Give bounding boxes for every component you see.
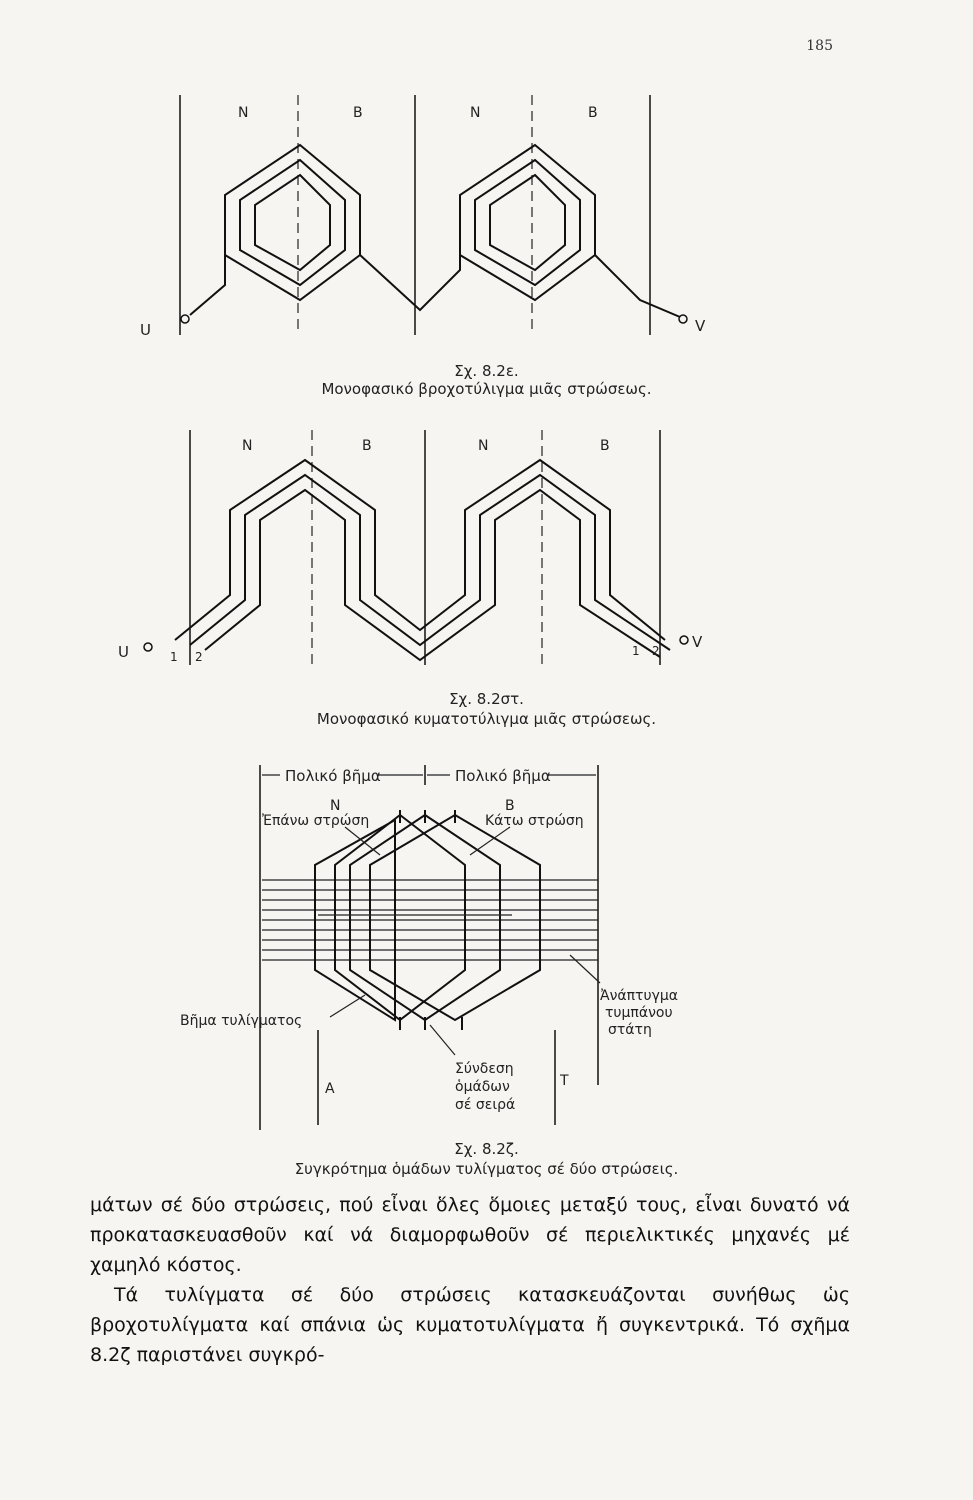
terminal-v: V	[695, 317, 706, 335]
pole-label-n2: N	[470, 105, 481, 121]
pole-label-b2: B	[588, 105, 598, 121]
right-number-2: 2	[652, 644, 660, 658]
terminal-u: U	[140, 321, 151, 339]
right-number-1: 1	[632, 644, 640, 658]
pole-b: B	[505, 798, 515, 814]
stator-slots	[262, 880, 598, 960]
figure-st-caption: Μονοφασικό κυματοτύλιγμα μιᾶς στρώσεως.	[316, 710, 657, 728]
label-t: T	[560, 1073, 569, 1089]
pole-n: N	[330, 798, 341, 814]
left-number-2: 2	[195, 650, 203, 664]
developed-stator-2: τυμπάνου	[605, 1005, 673, 1021]
figure-z-id: Σχ. 8.2ζ.	[454, 1140, 519, 1158]
figure-e-caption: Μονοφασικό βροχοτύλιγμα μιᾶς στρώσεως.	[321, 380, 652, 398]
left-number-1: 1	[170, 650, 178, 664]
figure-two-layer-group	[0, 755, 973, 1140]
series-connection-1: Σύνδεση	[455, 1061, 514, 1077]
pole-label-b2: B	[600, 438, 610, 454]
series-connection-2: ὁμάδων	[455, 1079, 510, 1095]
wave-conductors	[175, 460, 670, 660]
winding-pitch-label: Βῆμα τυλίγματος	[180, 1013, 303, 1029]
series-connection-3: σέ σειρά	[455, 1097, 516, 1113]
figure-lap-winding	[0, 85, 973, 355]
pole-pitch-right: Πολικό βῆμα	[455, 767, 551, 785]
figure-z-caption: Συγκρότημα ὁμάδων τυλίγματος σέ δύο στρώσεις.	[294, 1160, 679, 1178]
figure-e-id: Σχ. 8.2ε.	[454, 362, 519, 380]
upper-layer-label: Ἐπάνω στρώση	[262, 813, 370, 829]
developed-stator-1: Ἀνάπτυγμα	[600, 988, 679, 1004]
coil-group-left	[225, 145, 360, 300]
paragraph-1: μάτων σέ δύο στρώσεις, πού εἶναι ὅλες ὅμοιες μεταξύ τους, εἶναι δυνατό νά προκατασκευασθοῦν καί νά διαμορφωθοῦν σέ περιελικτικές μηχανές μέ χαμηλό κόστος.	[90, 1194, 850, 1276]
coil-group-right	[460, 145, 595, 300]
figure-wave-winding	[0, 425, 973, 680]
terminal-u: U	[118, 643, 129, 661]
developed-stator-3: στάτη	[608, 1022, 652, 1038]
pole-label-n1: N	[242, 438, 253, 454]
pole-label-n1: N	[238, 105, 249, 121]
page-number: 185	[806, 38, 833, 54]
body-text	[90, 1190, 850, 1370]
terminal-v: V	[692, 633, 703, 651]
pole-label-b1: B	[353, 105, 363, 121]
lower-layer-label: Κάτω στρώση	[485, 813, 584, 829]
pole-pitch-left: Πολικό βῆμα	[285, 767, 381, 785]
paragraph-2: Τά τυλίγματα σέ δύο στρώσεις κατασκευάζονται συνήθως ὡς βροχοτυλίγματα καί σπάνια ὡς κυματοτυλίγματα ἤ συγκεντρικά. Τό σχῆμα 8.2ζ παριστάνει συγκρό-	[90, 1284, 850, 1366]
label-a: A	[325, 1081, 335, 1097]
pole-label-n2: N	[478, 438, 489, 454]
figure-st-id: Σχ. 8.2στ.	[449, 690, 524, 708]
pole-label-b1: B	[362, 438, 372, 454]
